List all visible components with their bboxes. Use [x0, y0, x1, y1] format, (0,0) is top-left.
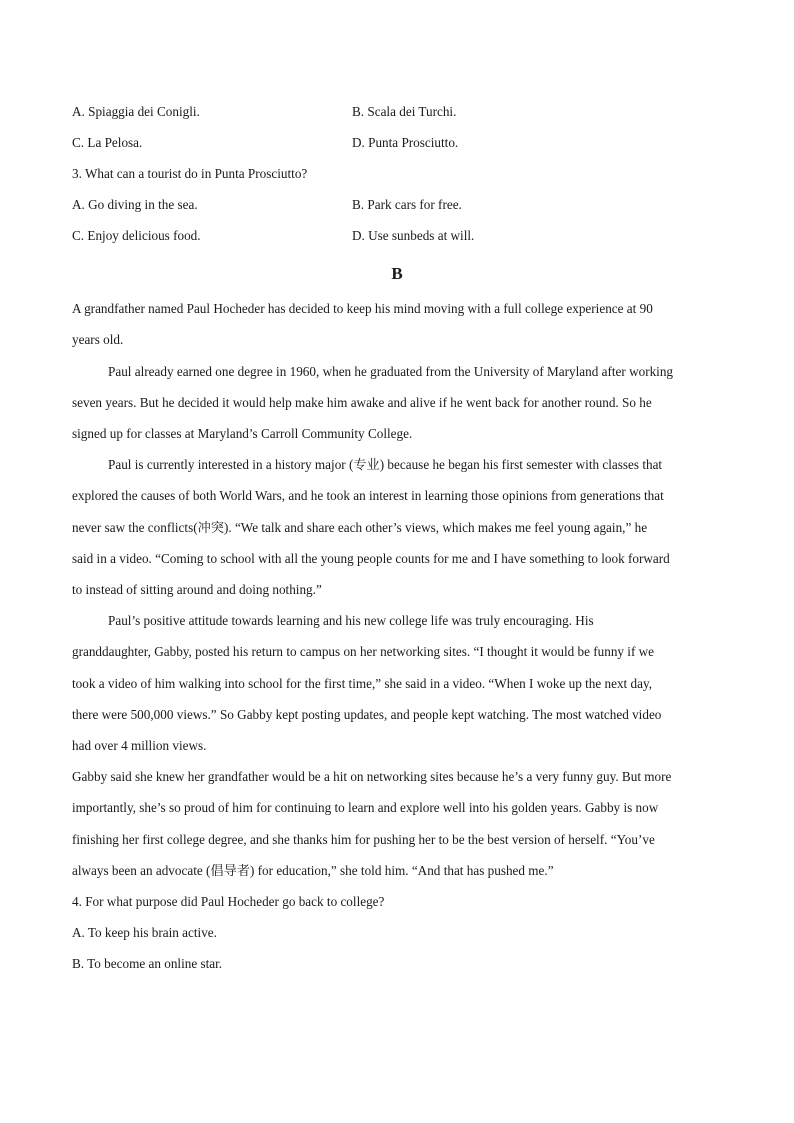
section-b-heading: B — [391, 264, 403, 283]
q3-options-row-2 — [72, 226, 732, 246]
q3-option-c: C. Enjoy delicious food. — [72, 228, 201, 243]
passage-line: granddaughter, Gabby, posted his return to campus on her networking sites. “I thought it would be funny if we — [72, 644, 655, 659]
passage-line: said in a video. “Coming to school with all the young people counts for me and I have something to look forward — [72, 551, 670, 566]
passage-line: A grandfather named Paul Hocheder has decided to keep his mind moving with a full college experience at 90 — [72, 301, 653, 316]
passage-line: Paul already earned one degree in 1960, when he graduated from the University of Maryland after working — [108, 364, 674, 379]
passage-line: had over 4 million views. — [72, 738, 207, 753]
passage-line: finishing her first college degree, and she thanks him for pushing her to be the best version of herself. “You’ve — [72, 832, 655, 847]
q4-question: 4. For what purpose did Paul Hocheder go back to college? — [72, 894, 385, 909]
q3-option-d: D. Use sunbeds at will. — [352, 228, 475, 243]
q2-option-c: C. La Pelosa. — [72, 135, 143, 150]
passage-line: years old. — [72, 332, 124, 347]
q4-option-b: B. To become an online star. — [72, 956, 223, 971]
q2-option-d: D. Punta Prosciutto. — [352, 135, 459, 150]
q2-options-row-2 — [72, 133, 732, 153]
passage-line: always been an advocate (倡导者) for education,” she told him. “And that has pushed me.” — [72, 863, 554, 878]
q4-option-a: A. To keep his brain active. — [72, 925, 217, 940]
passage-line: there were 500,000 views.” So Gabby kept posting updates, and people kept watching. The most watched video — [72, 707, 662, 722]
q3-options-row-1 — [72, 195, 732, 215]
passage-line: to instead of sitting around and doing nothing.” — [72, 582, 322, 597]
q3-option-a: A. Go diving in the sea. — [72, 197, 198, 212]
passage-line: signed up for classes at Maryland’s Carroll Community College. — [72, 426, 413, 441]
q2-options-row-1 — [72, 102, 732, 122]
q3-option-b: B. Park cars for free. — [352, 197, 462, 212]
passage-line: explored the causes of both World Wars, and he took an interest in learning those opinions from generations that — [72, 488, 664, 503]
q2-option-b: B. Scala dei Turchi. — [352, 104, 457, 119]
q3-question: 3. What can a tourist do in Punta Prosciutto? — [72, 166, 308, 181]
q2-option-a: A. Spiaggia dei Conigli. — [72, 104, 200, 119]
passage-line: Paul’s positive attitude towards learning and his new college life was truly encouraging. His — [108, 613, 594, 628]
passage-line: Paul is currently interested in a history major (专业) because he began his first semester with classes that — [108, 457, 663, 472]
passage-line: seven years. But he decided it would help make him awake and alive if he went back for another round. So he — [72, 395, 652, 410]
passage-line: importantly, she’s so proud of him for continuing to learn and explore well into his golden years. Gabby is now — [72, 800, 659, 815]
passage-line: took a video of him walking into school for the first time,” she said in a video. “When I woke up the next day, — [72, 676, 652, 691]
passage-line: Gabby said she knew her grandfather would be a hit on networking sites because he’s a very funny guy. But more — [72, 769, 672, 784]
passage-line: never saw the conflicts(冲突). “We talk and share each other’s views, which makes me feel young again,” he — [72, 520, 648, 535]
